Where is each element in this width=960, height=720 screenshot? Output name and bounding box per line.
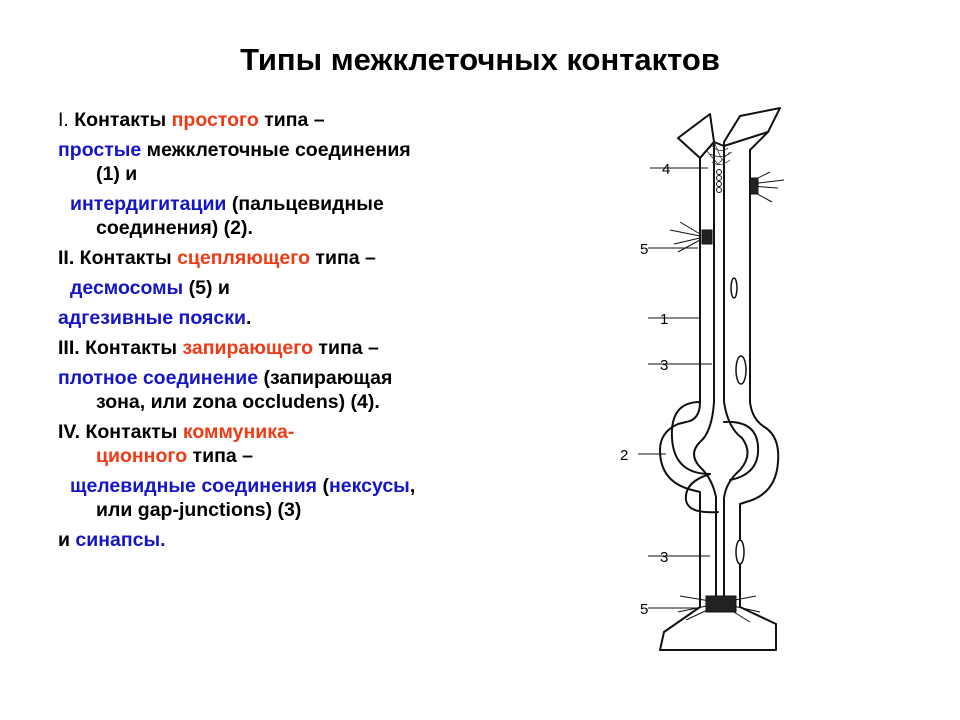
figure-label-3-lower: 3 [660,549,669,566]
term-description: . [245,307,252,329]
heading-text: Контакты [80,421,183,443]
term-description: (запирающая [258,367,393,389]
heading-text: типа – [310,247,376,269]
apical-surface-right [724,108,780,146]
heading-text: Контакты [74,247,178,269]
figure-label-1: 1 [660,311,669,328]
interdigitations-line [58,192,598,216]
adhesion-belts-line [58,306,598,330]
figure-label-2: 2 [620,447,629,464]
tight-junction-beads [717,170,722,193]
tight-junction-cont: зона, или zona occludens) (4). [96,391,380,413]
interdigitations-cont: соединения) (2). [96,217,253,239]
tight-junction-line [58,366,598,390]
apical-surface-left [678,114,714,158]
term: щелевидные соединения [70,475,318,497]
desmosome-tufts [670,172,784,622]
term-description: межклеточные соединения [141,139,411,161]
roman-numeral: IV. [58,421,81,443]
simple-junctions-line [58,138,598,162]
simple-junctions-cont: (1) и [96,163,138,185]
heading-text: Контакты [74,109,172,131]
slide-title: Типы межклеточных контактов [240,42,720,77]
heading-text: типа – [187,445,253,467]
gap-junctions-line [58,474,598,498]
term: нексусы [328,475,410,497]
term: простые [58,139,142,161]
gap-junctions-cont: или gap-junctions) (3) [96,499,302,521]
section-3-heading [58,336,598,360]
basal-edge [660,624,776,650]
term-description: , [409,475,416,497]
contact-types-list [58,108,598,552]
section-4-heading-cont [58,444,598,468]
term: плотное соединение [58,367,259,389]
section-2-heading [58,246,598,270]
roman-numeral: I. [58,109,69,131]
contact-type-keyword: простого [171,109,259,131]
contact-type-keyword: коммуника- [182,421,295,443]
figure-label-3: 3 [660,357,669,374]
contact-type-keyword: ционного [96,445,188,467]
term-description: и [58,529,76,551]
section-4-heading [58,420,598,444]
cell-junctions-drawing [600,102,930,662]
term: интердигитации [70,193,227,215]
synapses-line [58,528,598,552]
figure-label-5-lower: 5 [640,601,649,618]
gap-junction-ovals [731,278,746,564]
term: адгезивные пояски [58,307,246,329]
roman-numeral: II. [58,247,75,269]
term-description: (5) и [183,277,230,299]
desmosomes-line [58,276,598,300]
cell-junctions-illustration [600,102,930,662]
figure-label-5: 5 [640,241,649,258]
heading-text: типа – [313,337,379,359]
term-description: (пальцевидные [226,193,384,215]
figure-label-4: 4 [662,161,671,178]
term-description: ( [317,475,329,497]
heading-text: Контакты [79,337,183,359]
interdigitation-loop-3 [686,474,718,512]
contact-type-keyword: сцепляющего [177,247,311,269]
term: синапсы. [75,529,166,551]
term: десмосомы [70,277,184,299]
section-1-heading [58,108,598,132]
roman-numeral: III. [58,337,80,359]
gap-wall-left [694,142,716,602]
interdigitation-loop-2 [724,422,758,480]
contact-type-keyword: запирающего [182,337,313,359]
heading-text: типа – [258,109,325,131]
